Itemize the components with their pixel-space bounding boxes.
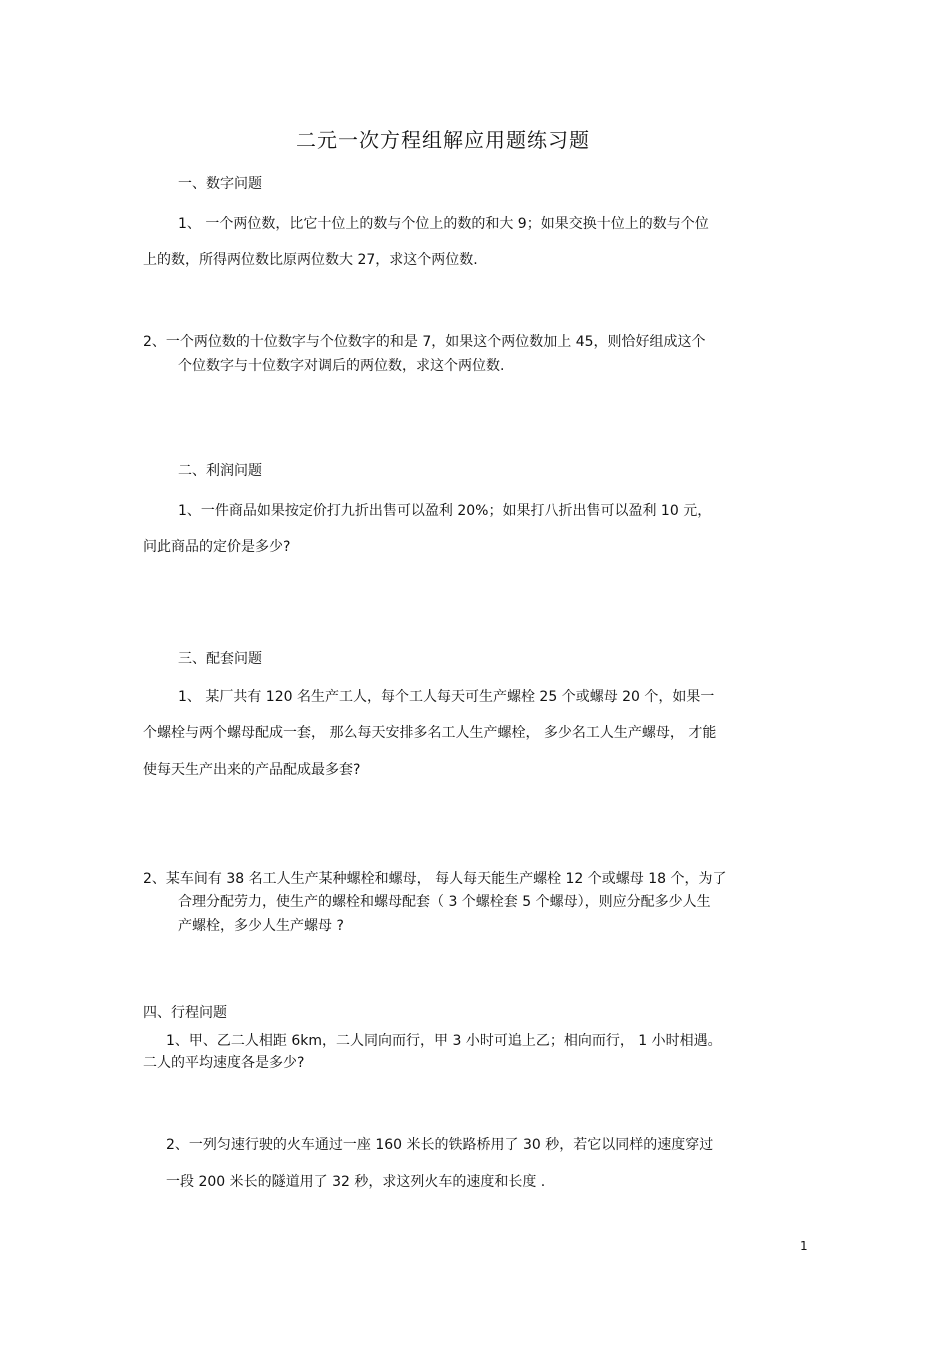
problem-line: 一段 200 米长的隧道用了 32 秒，求这列火车的速度和长度 . [166,1174,546,1190]
document-title: 二元一次方程组解应用题练习题 [296,128,590,152]
problem-line: 个位数字与十位数字对调后的两位数，求这个两位数. [178,358,505,374]
problem-line: 合理分配劳力，使生产的螺栓和螺母配套（ 3 个螺栓套 5 个螺母），则应分配多少人生 [178,894,711,910]
problem-line: 2、一个两位数的十位数字与个位数字的和是 7，如果这个两位数加上 45，则恰好组成这个 [143,334,706,350]
problem-line: 产螺栓，多少人生产螺母 ? [178,918,344,934]
problem-line: 1、一件商品如果按定价打九折出售可以盈利 20%；如果打八折出售可以盈利 10 元， [178,503,712,519]
problem-line: 上的数，所得两位数比原两位数大 27，求这个两位数. [143,252,478,268]
problem-line: 2、某车间有 38 名工人生产某种螺栓和螺母， 每人每天能生产螺栓 12 个或螺母 18 个，为了 [143,871,727,887]
problem-line: 二人的平均速度各是多少? [143,1055,305,1071]
section-heading: 四、行程问题 [143,1005,227,1021]
problem-line: 使每天生产出来的产品配成最多套? [143,762,361,778]
section-heading: 二、利润问题 [178,463,262,479]
problem-line: 1、 某厂共有 120 名生产工人，每个工人每天可生产螺栓 25 个或螺母 20 个，如果一 [178,689,715,705]
page-number: 1 [800,1239,808,1253]
problem-line: 个螺栓与两个螺母配成一套， 那么每天安排多名工人生产螺栓， 多少名工人生产螺母， 才能 [143,725,717,741]
section-heading: 一、数字问题 [178,176,262,192]
section-heading: 三、配套问题 [178,651,262,667]
problem-line: 问此商品的定价是多少? [143,539,291,555]
problem-line: 1、 一个两位数，比它十位上的数与个位上的数的和大 9；如果交换十位上的数与个位 [178,216,709,232]
problem-line: 1、甲、乙二人相距 6km，二人同向而行，甲 3 小时可追上乙；相向而行， 1 小时相遇。 [166,1033,722,1049]
problem-line: 2、一列匀速行驶的火车通过一座 160 米长的铁路桥用了 30 秒，若它以同样的速度穿过 [166,1137,714,1153]
